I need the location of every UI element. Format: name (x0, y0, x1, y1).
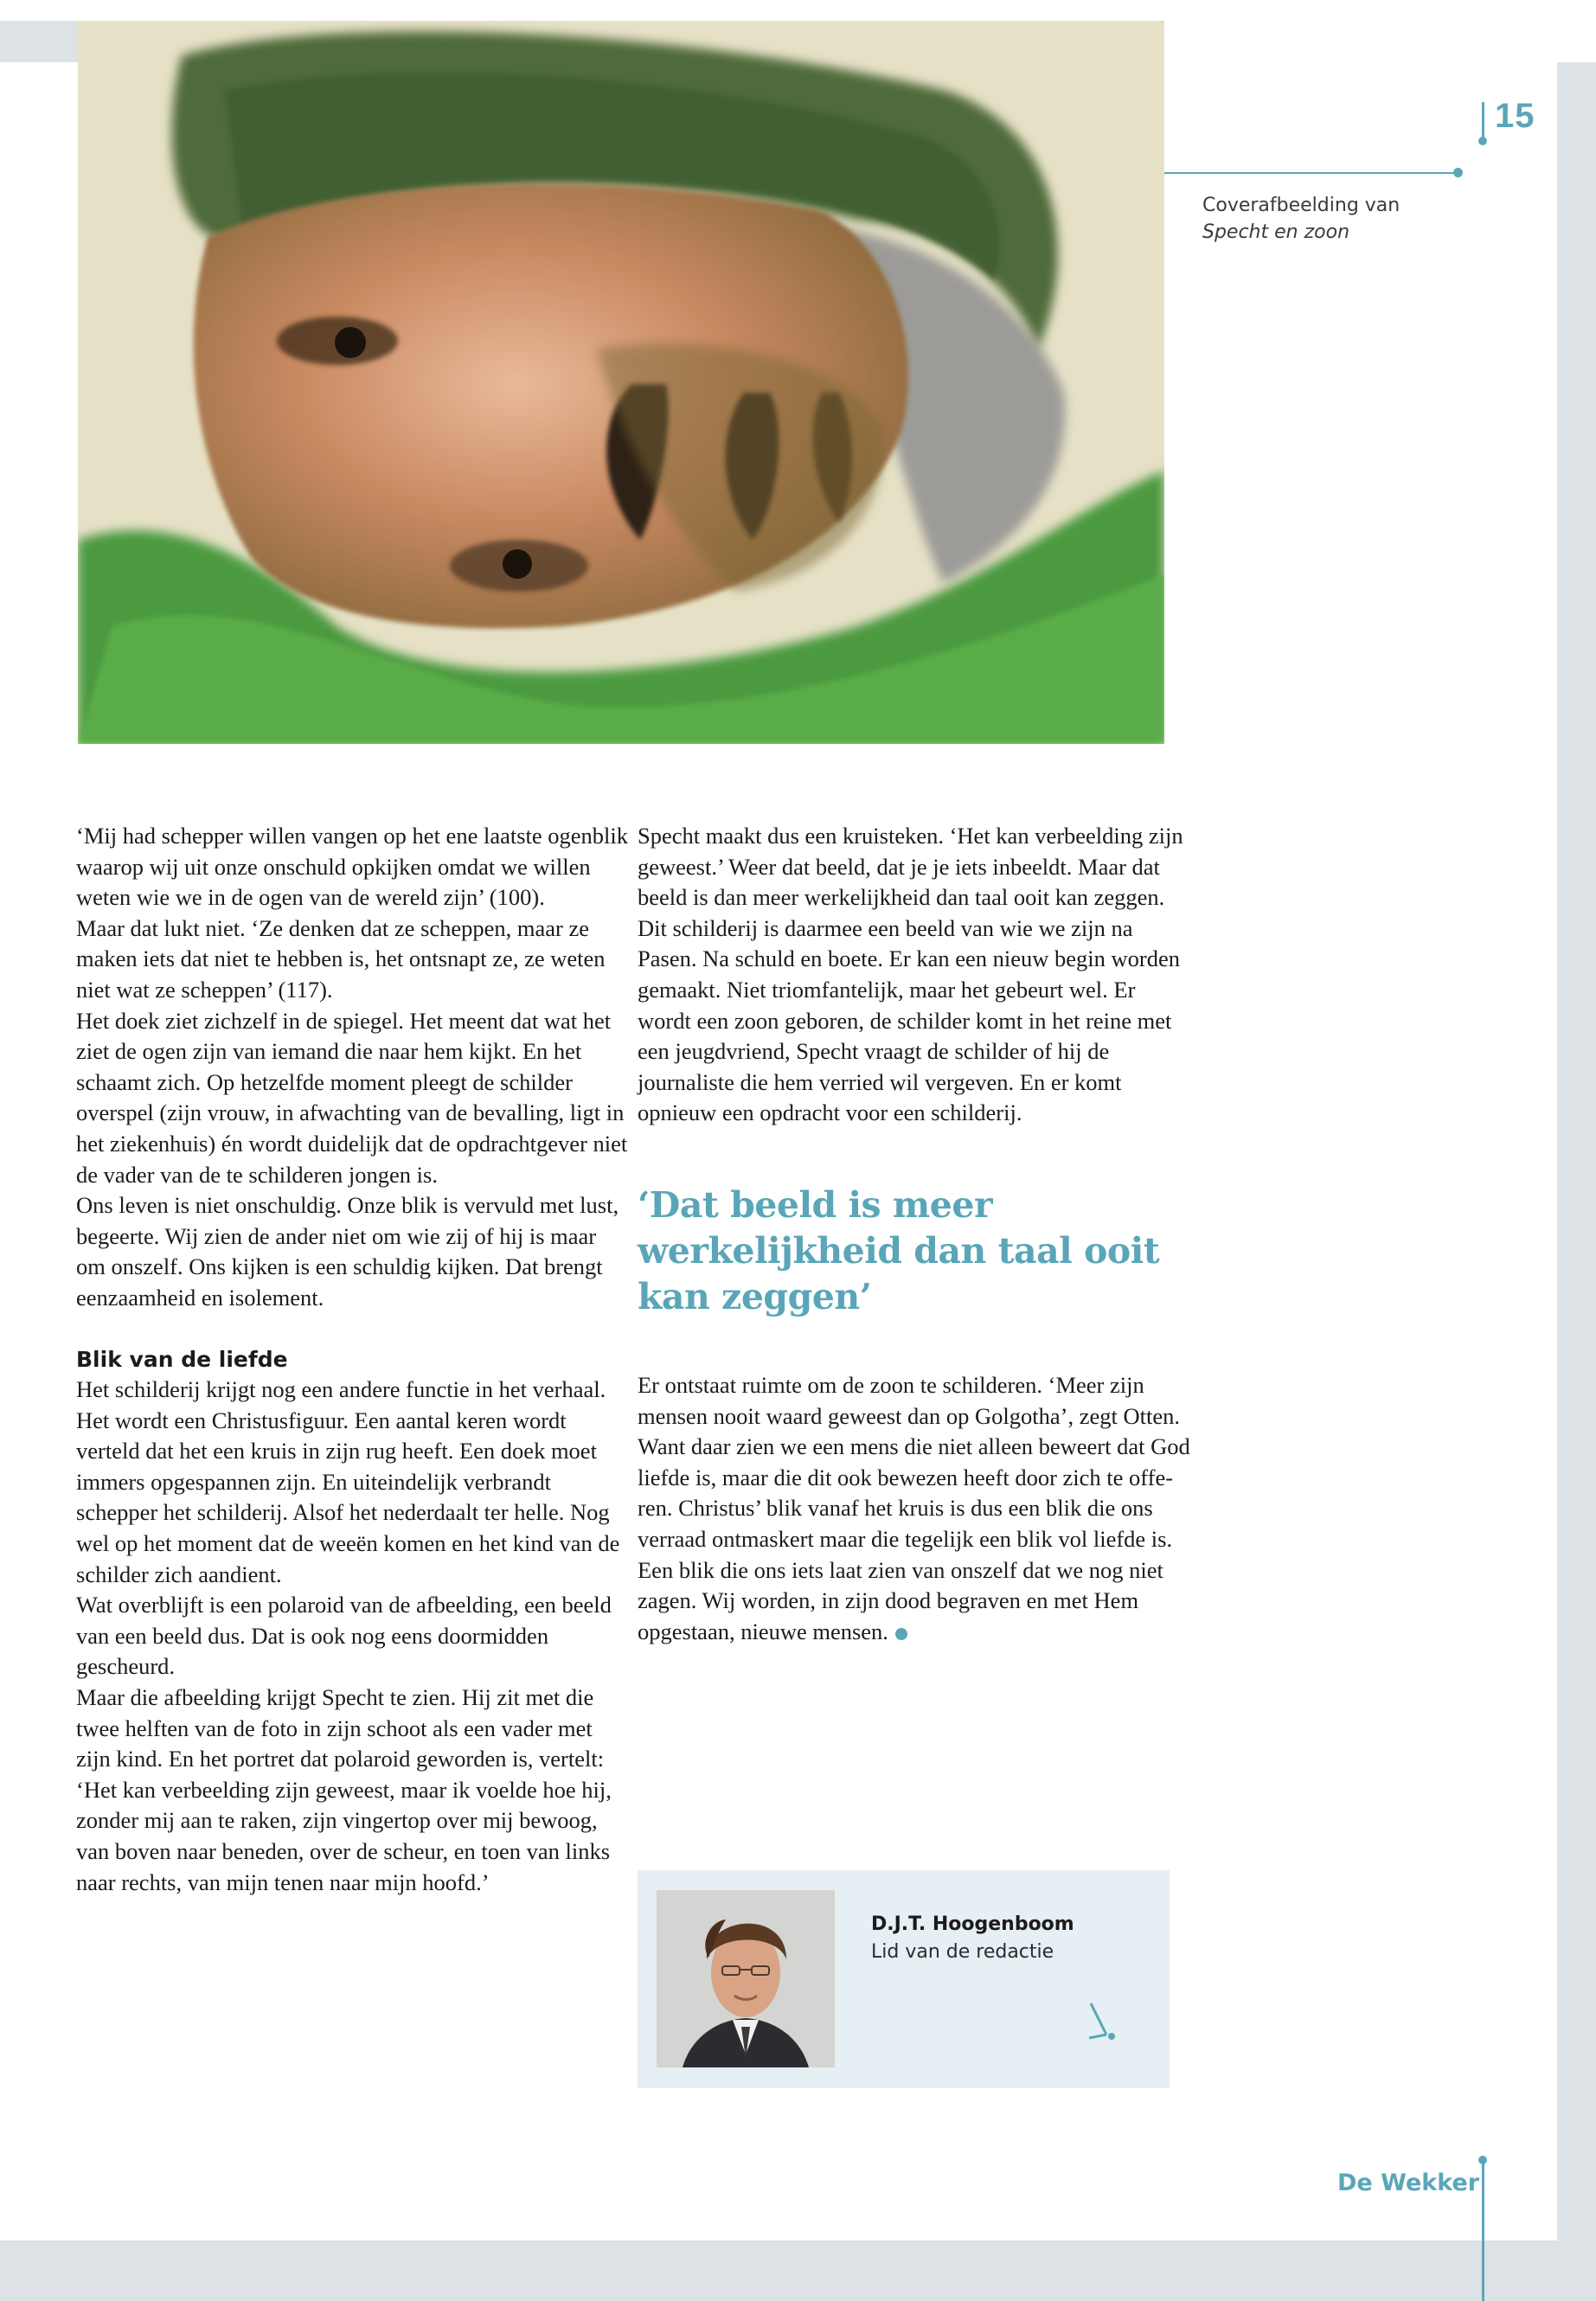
author-box (638, 1870, 1170, 2088)
right-column (638, 821, 1191, 1647)
author-role: Lid van de redactie (871, 1941, 1054, 1963)
body-paragraph: Het schilderij krijgt nog een andere functie in het verhaal. Het wordt een Christusfiguur. Een aantal keren wordt verteld dat het een kruis in zijn rug heeft. Een doek moet immers opgespannen zijn. En uiteindelijk verbrandt schepper het schilderij. Alsof het nederdaalt ter helle. Nog wel op het moment dat de weeën komen en het kind van de schilder zich aandient. (76, 1376, 620, 1587)
body-paragraph: Dit schilderij is daarmee een beeld van wie we zijn na Pasen. Na schuld en boete. Er kan een nieuw begin worden gemaakt. Niet triomfantelijk, maar het gebeurt wel. Er wordt een zoon geboren, de schilder komt in het reine met een jeugdvriend, Specht vraagt de schilder of hij de journaliste die hem verried wil vergeven. En er komt opnieuw een opdracht voor een schilderij. (638, 914, 1180, 1126)
end-mark-icon (895, 1628, 907, 1640)
caption-rule-dot (1453, 168, 1463, 177)
page-number-rule (1482, 102, 1484, 140)
author-photo (657, 1890, 835, 2067)
body-paragraph: Ons leven is niet onschuldig. Onze blik is vervuld met lust, begeerte. Wij zien de ander niet om wie zij of hij is maar om onszelf. Ons kijken is een schuldig kijken. Dat brengt eenzaamheid en isolement. (76, 1192, 619, 1311)
body-paragraph: Specht maakt dus een kruisteken. ‘Het kan verbeelding zijn geweest.’ Weer dat beeld, dat je je iets inbeeldt. Maar dat beeld is dan meer werkelijkheid dan taal ooit kan zeggen. (638, 823, 1183, 911)
cover-illustration (78, 21, 1164, 744)
pull-quote: ‘Dat beeld is meer werkelijkheid dan taal ooit kan zeggen’ (638, 1183, 1160, 1317)
author-name: D.J.T. Hoogenboom (871, 1913, 1074, 1935)
body-paragraph-final (638, 1370, 1191, 1647)
footer-rule (1482, 2161, 1484, 2301)
caption-line-1: Coverafbeelding van (1202, 195, 1401, 216)
caption-rule (1164, 172, 1458, 174)
right-margin (1557, 62, 1596, 2240)
page-number-dot (1478, 137, 1487, 145)
body-paragraph: Maar dat lukt niet. ‘Ze denken dat ze scheppen, maar ze maken iets dat niet te hebben is, het ontsnapt ze, ze weten niet wat ze scheppen’ (117). (76, 914, 606, 1003)
page-number: 15 (1495, 97, 1535, 135)
final-paragraph-text: Er ontstaat ruimte om de zoon te schilderen. ‘Meer zijn mensen nooit waard geweest dan op Golgotha’, zegt Otten. Want daar zien we een mens die niet alleen beweert dat God liefde is, maar die dit ook bewezen heeft door zich te offeren. Christus’ blik vanaf het kruis is dus een blik die ons verraad ontmaskert maar die tegelijk een blik vol liefde is. Een blik die ons iets laat zien van onszelf dat we nog niet zagen. Wij worden, in zijn dood begraven en met Hem opgestaan, nieuwe mensen. (638, 1371, 1190, 1644)
magazine-name: De Wekker (1337, 2170, 1480, 2196)
section-heading: Blik van de liefde (76, 1346, 288, 1372)
body-paragraph: ‘Mij had schepper willen vangen op het ene laatste ogenblik waarop wij uit onze onschuld opkijken omdat we willen weten wie we in de ogen van de wereld zijn’ (100). (76, 823, 629, 911)
bottom-margin (0, 2240, 1596, 2301)
pen-mark-icon (1087, 2000, 1122, 2052)
left-column (76, 821, 630, 1898)
body-paragraph: Het doek ziet zichzelf in de spiegel. Het meent dat wat het ziet de ogen zijn van iemand die naar hem kijkt. En het schaamt zich. Op hetzelfde moment pleegt de schilder overspel (zijn vrouw, in afwachting van de bevalling, ligt in het ziekenhuis) én wordt duidelijk dat de opdrachtgever niet de vader van de te schilderen jongen is. (76, 1007, 628, 1188)
caption-line-2: Specht en zoon (1202, 221, 1350, 243)
image-caption (1202, 192, 1462, 246)
body-paragraph: Wat overblijft is een polaroid van de afbeelding, een beeld van een beeld dus. Dat is ook nog eens doormidden gescheurd. (76, 1592, 612, 1680)
top-strip (0, 21, 78, 62)
body-paragraph: ‘Het kan verbeelding zijn geweest, maar ik voelde hoe hij, zonder mij aan te raken, zijn vingertop over mij bewoog, van boven naar beneden, over de scheur, en toen van links naar rechts, van mijn tenen naar mijn hoofd.’ (76, 1776, 612, 1895)
body-paragraph: Maar die afbeelding krijgt Specht te zien. Hij zit met die twee helften van de foto in zijn schoot als een vader met zijn kind. En het portret dat polaroid geworden is, vertelt: (76, 1684, 605, 1772)
